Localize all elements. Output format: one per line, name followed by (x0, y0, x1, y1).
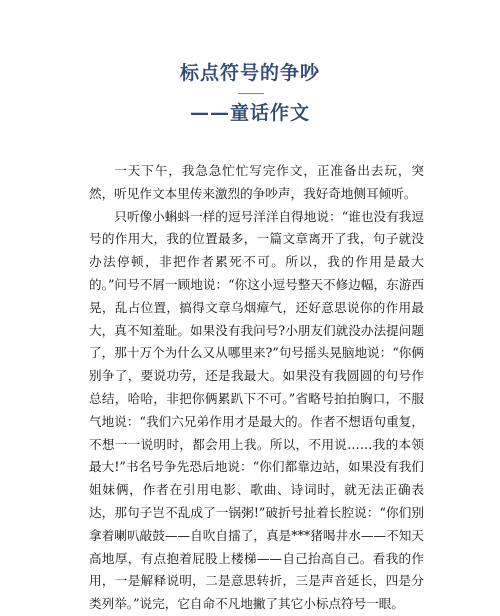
article-body (89, 160, 424, 616)
article-subtitle: ——童话作文 (189, 102, 310, 124)
title-divider (238, 93, 264, 94)
paragraph-1: 一天下午，我急急忙忙写完作文，正准备出去玩，突然，听见作文本里传来激烈的争吵声，我好奇地侧耳倾听。 (89, 163, 424, 201)
article-title: 标点符号的争吵 (179, 62, 320, 84)
paragraph-2: 只听像小蝌蚪一样的逗号洋洋自得地说：“谁也没有我逗号的作用大，我的位置最多，一篇文章离开了我，句子就没办法停顿，非把作者累死不可。所以，我的作用是最大的。”问号不屑一顾地说：“你这小逗号整天不修边幅，东游西晃，乱占位置，搞得文章乌烟瘴气，还好意思说你的作用最大，真不知羞耻。如果没有我问号?小朋友们就没办法提问题了，那十万个为什么又从哪里来?”句号摇头晃脑地说：“你俩别争了，要说功劳，还是我最大。如果没有我圆圆的句号作总结，哈哈，非把你俩累趴下不可。”省略号拍拍胸口，不服气地说：“我们六兄弟作用才是最大的。作者不想语句重复，不想一一说明时，都会用上我。所以，不用说……我的本领最大!”书名号争先恐后地说：“你们都靠边站，如果没有我们姐妹俩，作者在引用电影、歌曲、诗词时，就无法正确表达，那句子岂不乱成了一锅粥!”破折号扯着长腔说：“你们别拿着喇叭敲鼓——自吹自擂了，真是***猪喝井水——不知天高地厚，有点抱着屁股上楼梯——自己抬高自己。看我的作用，一是解释说明，二是意思转折，三是声音延长，四是分类列举。”说完，它自命不凡地撇了其它小标点符号一眼。 (89, 208, 424, 612)
